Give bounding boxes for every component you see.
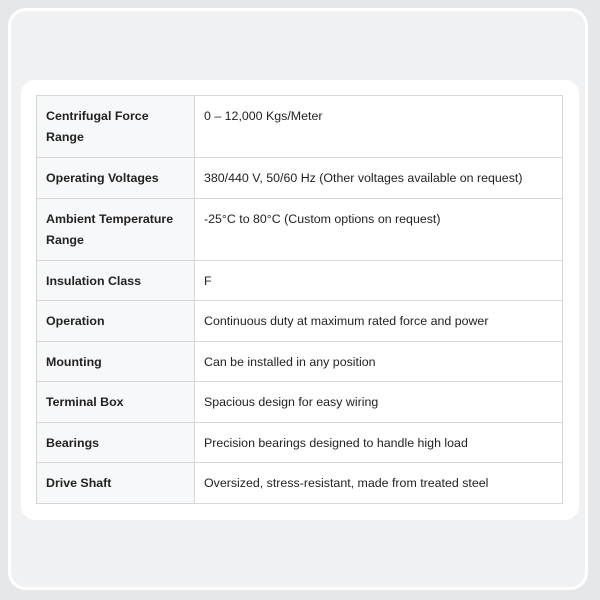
spec-row-centrifugal-force-range xyxy=(37,96,563,158)
spec-value: Oversized, stress-resistant, made from treated steel xyxy=(195,463,563,504)
spec-row-operating-voltages xyxy=(37,158,563,199)
spec-row-insulation-class xyxy=(37,260,563,301)
spec-row-drive-shaft xyxy=(37,463,563,504)
spec-value: Can be installed in any position xyxy=(195,341,563,382)
spec-row-terminal-box xyxy=(37,382,563,423)
spec-label: Insulation Class xyxy=(37,260,195,301)
spec-label: Ambient Temperature Range xyxy=(37,198,195,260)
spec-label: Operating Voltages xyxy=(37,158,195,199)
spec-label: Terminal Box xyxy=(37,382,195,423)
spec-row-bearings xyxy=(37,422,563,463)
spec-value: -25°C to 80°C (Custom options on request) xyxy=(195,198,563,260)
spec-label: Mounting xyxy=(37,341,195,382)
spec-value: Precision bearings designed to handle high load xyxy=(195,422,563,463)
spec-row-operation xyxy=(37,301,563,342)
spec-label: Centrifugal Force Range xyxy=(37,96,195,158)
spec-label: Drive Shaft xyxy=(37,463,195,504)
spec-label: Operation xyxy=(37,301,195,342)
spec-value: Spacious design for easy wiring xyxy=(195,382,563,423)
spec-table xyxy=(36,95,563,504)
spec-value: 0 – 12,000 Kgs/Meter xyxy=(195,96,563,158)
spec-row-ambient-temperature-range xyxy=(37,198,563,260)
spec-value: 380/440 V, 50/60 Hz (Other voltages available on request) xyxy=(195,158,563,199)
spec-value: Continuous duty at maximum rated force and power xyxy=(195,301,563,342)
spec-value: F xyxy=(195,260,563,301)
spec-row-mounting xyxy=(37,341,563,382)
spec-label: Bearings xyxy=(37,422,195,463)
